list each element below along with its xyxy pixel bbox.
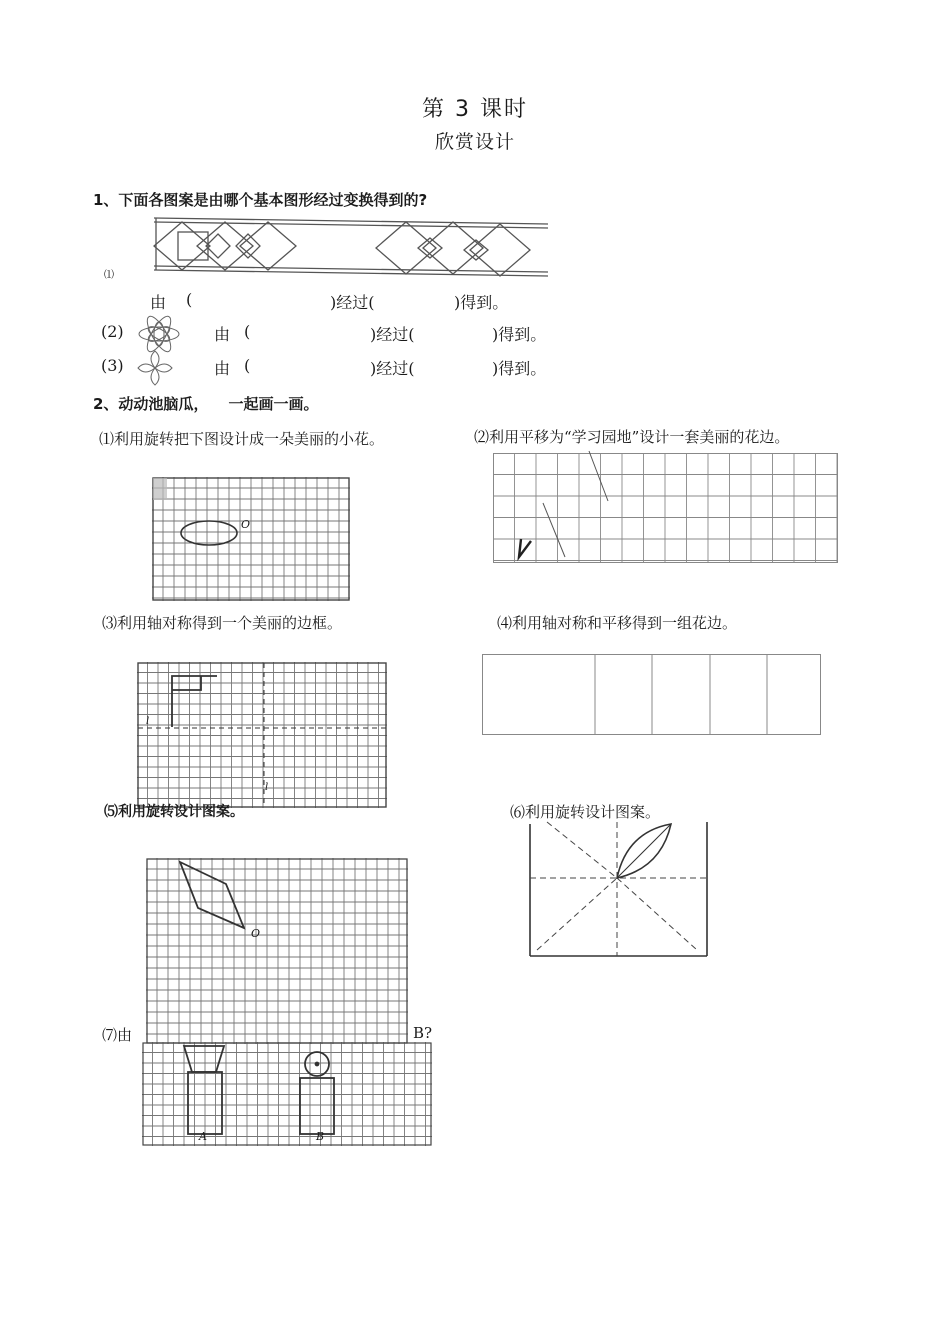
q1-item-2-you: 由 bbox=[214, 325, 231, 344]
q1-four-petal-figure bbox=[137, 350, 173, 386]
q1-item-2-number: (2) bbox=[101, 322, 124, 341]
q1-item-3-end: )得到。 bbox=[492, 359, 547, 378]
q2-part-7-grid bbox=[142, 1042, 432, 1146]
q2-part-1-point-o: O bbox=[241, 518, 251, 531]
q2-part-2-seed-stroke bbox=[519, 539, 531, 557]
q2-part-3-grid bbox=[137, 662, 387, 808]
question-1-heading: 1、下面各图案是由哪个基本图形经过变换得到的? bbox=[93, 191, 428, 209]
q2-part-7-prompt-end: B? bbox=[413, 1024, 433, 1042]
q2-part-5-prompt: ⑸利用旋转设计图案。 bbox=[104, 804, 244, 820]
q1-item-2-mid: )经过( bbox=[370, 325, 415, 344]
q2-part-2-grid bbox=[493, 453, 838, 563]
q2-part-1-grid bbox=[152, 477, 350, 601]
q1-item-3-number: (3) bbox=[101, 356, 124, 375]
q2-part-3-axis-label-1: l bbox=[146, 716, 150, 727]
q2-part-2-prompt: ⑵利用平移为“学习园地”设计一套美丽的花边。 bbox=[474, 428, 790, 446]
q2-part-7-prompt-start: ⑺由 bbox=[102, 1026, 133, 1044]
q1-item-1-lparen: ( bbox=[186, 290, 193, 309]
q2-part-6-frame bbox=[527, 818, 711, 960]
q2-part-6-prompt: ⑹利用旋转设计图案。 bbox=[510, 803, 661, 821]
q2-part-7-label-a: A bbox=[199, 1130, 207, 1143]
q2-part-1-prompt: ⑴利用旋转把下图设计成一朵美丽的小花。 bbox=[99, 430, 385, 448]
q2-part-7-figure-a bbox=[184, 1046, 224, 1134]
q2-part-3-prompt: ⑶利用轴对称得到一个美丽的边框。 bbox=[102, 614, 343, 632]
q2-part-4-prompt: ⑷利用轴对称和平移得到一组花边。 bbox=[497, 614, 738, 632]
page-title: 第 3 课时 bbox=[422, 97, 528, 122]
q1-item-2-lparen: ( bbox=[244, 322, 251, 341]
q1-item-3-you: 由 bbox=[214, 359, 231, 378]
q1-item-1-mid: )经过( bbox=[330, 293, 375, 312]
q1-diamond-strip-figure bbox=[150, 212, 550, 282]
q2-part-3-axis-label-2: l bbox=[265, 782, 269, 793]
q2-part-7-label-b: B bbox=[316, 1130, 325, 1143]
q1-item-3-mid: )经过( bbox=[370, 359, 415, 378]
q1-item-1-you: 由 bbox=[150, 293, 167, 312]
q1-item-1-end: )得到。 bbox=[454, 293, 509, 312]
q1-item-2-end: )得到。 bbox=[492, 325, 547, 344]
q1-item-3-lparen: ( bbox=[244, 356, 251, 375]
q1-item-1-number: ⑴ bbox=[104, 270, 114, 281]
q2-part-5-point-o: O bbox=[251, 927, 261, 940]
q2-part-4-border-frame bbox=[482, 654, 822, 736]
question-2-heading-part-b: 一起画一画。 bbox=[228, 395, 319, 413]
q2-part-7-figure-b bbox=[300, 1052, 334, 1134]
q2-part-5-grid bbox=[146, 858, 408, 1044]
page-subtitle: 欣赏设计 bbox=[434, 131, 515, 153]
question-2-heading bbox=[93, 393, 318, 414]
question-2-heading-part-a: 2、动动池脑瓜， bbox=[93, 395, 209, 413]
